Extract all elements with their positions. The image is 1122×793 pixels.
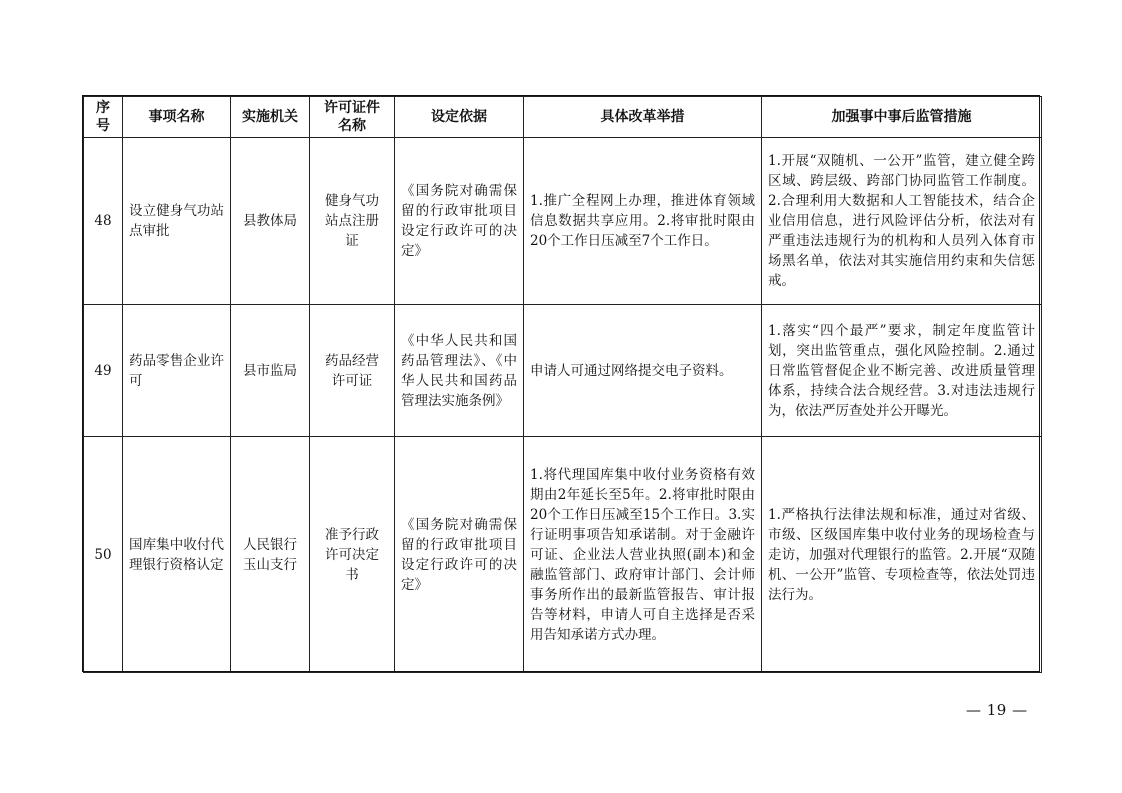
row-reform: 1.推广全程网上办理，推进体育领域信息数据共享应用。2.将审批时限由20个工作日压减至7个工作日。: [524, 138, 762, 305]
header-supervision: 加强事中事后监管措施: [762, 97, 1042, 138]
table-header-row: [84, 97, 1042, 138]
header-license-name: 许可证件名称: [310, 97, 395, 138]
table-row: [84, 305, 1042, 437]
header-agency: 实施机关: [231, 97, 310, 138]
row-item-name: 药品零售企业许可: [123, 305, 231, 437]
row-seq: 49: [84, 305, 123, 437]
header-basis: 设定依据: [395, 97, 524, 138]
row-reform: 1.将代理国库集中收付业务资格有效期由2年延长至5年。2.将审批时限由20个工作日压减至15个工作日。3.实行证明事项告知承诺制。对于金融许可证、企业法人营业执照(副本)和金融监管部门、政府审计部门、会计师事务所作出的最新监管报告、审计报告等材料，申请人可自主选择是否采用告知承诺方式办理。: [524, 437, 762, 673]
row-seq: 50: [84, 437, 123, 673]
row-basis: 《中华人民共和国药品管理法》、《中华人民共和国药品管理法实施条例》: [395, 305, 524, 437]
row-license-name: 药品经营许可证: [310, 305, 395, 437]
row-supervision: 1.开展“双随机、一公开”监管，建立健全跨区域、跨层级、跨部门协同监管工作制度。2.合理利用大数据和人工智能技术，结合企业信用信息，进行风险评估分析，依法对有严重违法违规行为的机构和人员列入体育市场黑名单，依法对其实施信用约束和失信惩戒。: [762, 138, 1042, 305]
row-reform: 申请人可通过网络提交电子资料。: [524, 305, 762, 437]
row-seq: 48: [84, 138, 123, 305]
row-agency: 人民银行玉山支行: [231, 437, 310, 673]
row-license-name: 健身气功站点注册证: [310, 138, 395, 305]
header-item-name: 事项名称: [123, 97, 231, 138]
table-row: [84, 437, 1042, 673]
row-item-name: 设立健身气功站点审批: [123, 138, 231, 305]
row-basis: 《国务院对确需保留的行政审批项目设定行政许可的决定》: [395, 437, 524, 673]
row-license-name: 准予行政许可决定书: [310, 437, 395, 673]
row-agency: 县教体局: [231, 138, 310, 305]
row-supervision: 1.严格执行法律法规和标准，通过对省级、市级、区级国库集中收付业务的现场检查与走访，加强对代理银行的监管。2.开展“双随机、一公开”监管、专项检查等，依法处罚违法行为。: [762, 437, 1042, 673]
table-row: [84, 138, 1042, 305]
row-supervision: 1.落实“四个最严”要求，制定年度监管计划，突出监管重点，强化风险控制。2.通过日常监管督促企业不断完善、改进质量管理体系，持续合法合规经营。3.对违法违规行为，依法严厉查处并公开曝光。: [762, 305, 1042, 437]
reform-measures-table: [83, 96, 1042, 673]
row-agency: 县市监局: [231, 305, 310, 437]
header-seq: 序号: [84, 97, 123, 138]
row-item-name: 国库集中收付代理银行资格认定: [123, 437, 231, 673]
page-number: — 19 —: [966, 701, 1028, 719]
header-reform: 具体改革举措: [524, 97, 762, 138]
row-basis: 《国务院对确需保留的行政审批项目设定行政许可的决定》: [395, 138, 524, 305]
